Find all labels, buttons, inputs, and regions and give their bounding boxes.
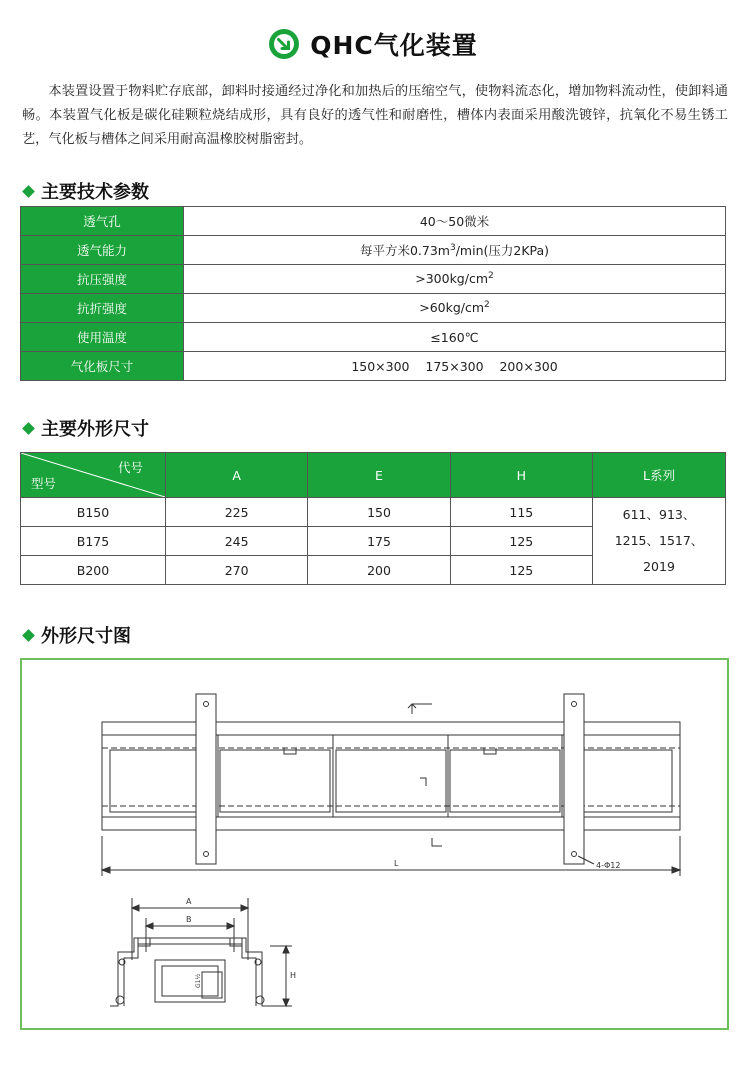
cell-e: 200: [308, 556, 450, 585]
spec-value: 每平方米$0.73m^3/\min$(压力2KPa): [184, 236, 726, 265]
code-label: 代号: [117, 460, 143, 475]
table-header-row: [21, 453, 726, 498]
specs-table: [20, 206, 726, 381]
col-header-a: A: [166, 453, 308, 498]
technical-drawing: [22, 660, 727, 1028]
cell-model: B200: [21, 556, 166, 585]
spec-value: 150×300 175×300 200×300: [184, 352, 726, 381]
table-row: [21, 265, 726, 294]
label-A: A: [186, 897, 192, 906]
title-bar: [0, 26, 746, 62]
spec-label: 使用温度: [21, 323, 184, 352]
table-row: [21, 498, 726, 527]
spec-value: $>60kg/cm^2$: [184, 294, 726, 323]
cell-l-series: 611、913、 1215、1517、 2019: [593, 498, 726, 585]
spec-label: 气化板尺寸: [21, 352, 184, 381]
cell-model: B175: [21, 527, 166, 556]
corner-header: [21, 453, 166, 498]
section-title: 主要外形尺寸: [41, 419, 149, 440]
spec-label: 透气孔: [21, 207, 184, 236]
table-row: [21, 207, 726, 236]
dimensions-table: [20, 452, 726, 585]
label-H: H: [290, 971, 297, 980]
spec-value: ≤160℃: [184, 323, 726, 352]
logo-icon: [268, 28, 300, 60]
trough-outline: [102, 722, 680, 830]
spec-label: 抗压强度: [21, 265, 184, 294]
label-L: L: [394, 859, 399, 868]
section-title: 外形尺寸图: [41, 626, 131, 647]
cell-e: 175: [308, 527, 450, 556]
table-row: [21, 236, 726, 265]
table-row: [21, 294, 726, 323]
section-title: 主要技术参数: [41, 182, 149, 203]
section-dimensions: [20, 415, 149, 441]
cell-model: B150: [21, 498, 166, 527]
spec-label: 透气能力: [21, 236, 184, 265]
model-label: 型号: [31, 476, 57, 491]
diamond-icon: [22, 185, 35, 198]
section-specs: [20, 178, 149, 204]
cell-h: 115: [450, 498, 592, 527]
col-header-e: E: [308, 453, 450, 498]
section-drawing: [20, 622, 131, 648]
cell-e: 150: [308, 498, 450, 527]
table-row: [21, 323, 726, 352]
label-G: G1½: [195, 973, 202, 988]
col-header-l: L系列: [593, 453, 726, 498]
cell-a: 225: [166, 498, 308, 527]
cell-a: 270: [166, 556, 308, 585]
intro-paragraph: 本装置设置于物料贮存底部，卸料时接通经过净化和加热后的压缩空气，使物料流态化，增加物料流动性，使卸料通畅。本装置气化板是碳化硅颗粒烧结成形，具有良好的透气性和耐磨性，槽体内表面采用酸洗镀锌，抗氧化不易生锈工艺，气化板与槽体之间采用耐高温橡胶树脂密封。: [22, 84, 728, 147]
table-row: [21, 352, 726, 381]
diamond-icon: [22, 422, 35, 435]
label-holes: 4-Φ12: [596, 861, 621, 870]
diamond-icon: [22, 629, 35, 642]
technical-drawing-frame: [20, 658, 729, 1030]
col-header-h: H: [450, 453, 592, 498]
cell-h: 125: [450, 527, 592, 556]
cell-a: 245: [166, 527, 308, 556]
cell-h: 125: [450, 556, 592, 585]
spec-value: 40～50微米: [184, 207, 726, 236]
page-title: QHC气化装置: [310, 31, 478, 60]
spec-value: $>300kg/cm^2$: [184, 265, 726, 294]
label-B: B: [186, 915, 192, 924]
spec-label: 抗折强度: [21, 294, 184, 323]
